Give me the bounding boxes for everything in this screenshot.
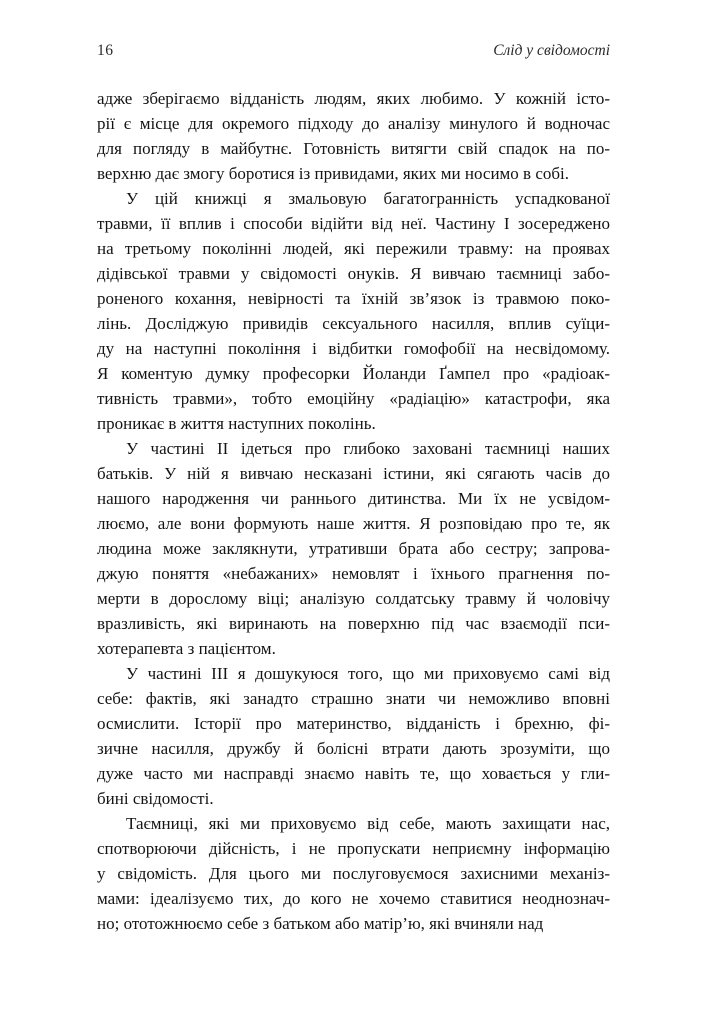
- text-line: Таємниці, які ми приховуємо від себе, мають захищати нас,: [126, 814, 610, 833]
- text-line: травми, її вплив і способи відійти від неї. Частину I зосереджено: [97, 214, 610, 233]
- text-line: У частині III я дошукуюся того, що ми приховуємо самі від: [126, 664, 610, 683]
- text-line: тивність травми», тобто емоційну «радіацію» катастрофи, яка: [97, 389, 610, 408]
- paragraph: [97, 186, 610, 436]
- running-header-title: Слід у свідомості: [493, 42, 610, 59]
- text-line: для погляду в майбутнє. Готовність витягти свій спадок на по-: [97, 139, 610, 158]
- text-line: осмислити. Історії про материнство, відданість і брехню, фі-: [97, 714, 610, 733]
- text-line: людина може заклякнути, утративши брата або сестру; запрова-: [97, 539, 610, 558]
- text-line: Я коментую думку професорки Йоланди Ґампел про «радіоак-: [97, 364, 610, 383]
- text-line: верхню дає змогу боротися із привидами, яких ми носимо в собі.: [97, 164, 569, 183]
- text-line: джую поняття «небажаних» немовлят і їхнього прагнення по-: [97, 564, 610, 583]
- text-line: У частині II ідеться про глибоко заховані таємниці наших: [126, 439, 610, 458]
- text-line: лінь. Досліджую привидів сексуального насилля, вплив суїци-: [97, 314, 610, 333]
- text-line: но; ототожнюємо себе з батьком або матір’ю, які вчиняли над: [97, 914, 544, 933]
- paragraph: [97, 811, 610, 936]
- paragraph: [97, 661, 610, 811]
- text-line: дідівської травми у свідомості онуків. Я вивчаю таємниці забо-: [97, 264, 610, 283]
- text-line: люємо, але вони формують наше життя. Я розповідаю про те, як: [97, 514, 610, 533]
- text-line: мами: ідеалізуємо тих, до кого не хочемо ставитися неоднознач-: [97, 889, 610, 908]
- text-line: ду на наступні покоління і відбитки гомофобії на несвідомому.: [97, 339, 610, 358]
- text-line: зичне насилля, дружбу й болісні втрати дають зрозуміти, що: [97, 739, 610, 758]
- text-line: роненого кохання, невірності та їхній зв’язок із травмою поко-: [97, 289, 610, 308]
- text-line: спотворюючи дійсність, і не пропускати неприємну інформацію: [97, 839, 610, 858]
- text-line: на третьому поколінні людей, які пережили травму: на проявах: [97, 239, 610, 258]
- text-line: У цій книжці я змальовую багатогранність успадкованої: [126, 189, 610, 208]
- text-line: хотерапевта з пацієнтом.: [97, 639, 276, 658]
- text-line: бині свідомості.: [97, 789, 214, 808]
- text-line: дуже часто ми насправді знаємо навіть те, що ховається у гли-: [97, 764, 610, 783]
- text-line: у свідомість. Для цього ми послуговуємося захисними механіз-: [97, 864, 610, 883]
- body-text: [97, 86, 610, 936]
- text-line: батьків. У ній я вивчаю несказані істини, які сягають часів до: [97, 464, 610, 483]
- paragraph: [97, 436, 610, 661]
- paragraph: [97, 86, 610, 186]
- page-number: 16: [97, 42, 114, 59]
- text-line: рії є місце для окремого підходу до аналізу минулого й водночас: [97, 114, 610, 133]
- text-line: проникає в життя наступних поколінь.: [97, 414, 376, 433]
- text-line: адже зберігаємо відданість людям, яких любимо. У кожній істо-: [97, 89, 610, 108]
- text-line: вразливість, які виринають на поверхню під час взаємодії пси-: [97, 614, 610, 633]
- text-line: себе: фактів, які занадто страшно знати чи неможливо вповні: [97, 689, 610, 708]
- text-line: нашого народження чи раннього дитинства. Ми їх не усвідом-: [97, 489, 610, 508]
- text-line: мерти в дорослому віці; аналізую солдатську травму й чоловічу: [97, 589, 610, 608]
- running-header: [97, 42, 610, 60]
